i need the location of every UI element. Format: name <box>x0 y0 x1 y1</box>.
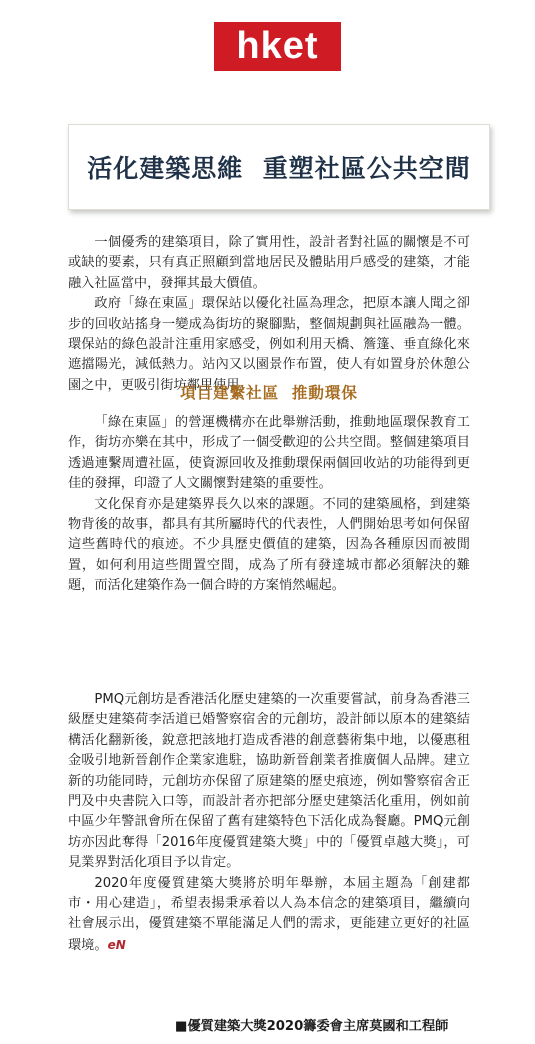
article-title: 活化建築思維 重塑社區公共空間 <box>87 154 471 183</box>
article-section-1 <box>68 233 470 396</box>
end-mark: eN <box>107 937 126 952</box>
title-box <box>68 124 490 210</box>
article-section-2 <box>68 413 470 597</box>
author-byline: ■優質建築大獎2020籌委會主席莫國和工程師 <box>175 1019 449 1034</box>
hket-logo: hket <box>214 22 341 71</box>
paragraph: 政府「綠在東區」環保站以優化社區為理念，把原本讓人聞之卻步的回收站搖身一變成為街坊的聚腳點，整個規劃與社區融為一體。環保站的綠色設計注重用家感受，例如利用天橋、簷篷、垂直綠化來遮擋陽光，減低熱力。站內又以園景作布置，使人有如置身於休憩公園之中，更吸引街坊鄰里使用。 <box>68 296 470 393</box>
paragraph: PMQ元創坊是香港活化歷史建築的一次重要嘗試，前身為香港三級歷史建築荷李活道已婚警察宿舍的元創坊，設計師以原本的建築結構活化翻新後，銳意把該地打造成香港的創意藝術集中地，以優惠租金吸引地新晉創作企業家進駐，協助新晉創業者推廣個人品牌。建立新的功能同時，元創坊亦保留了原建築的歷史痕迹，例如警察宿舍正門及中央書院入口等，而設計者亦把部分歷史建築活化重用，例如前中區少年警訊會所在保留了舊有建築特色下活化成為餐廳。PMQ元創坊亦因此奪得「2016年度優質建築大獎」中的「優質卓越大獎」，可見業界對活化項目予以肯定。 <box>68 692 470 871</box>
paragraph <box>68 874 470 957</box>
paragraph-text: 2020年度優質建築大獎將於明年舉辦，本屆主題為「創建都市・用心建造」，希望表揚秉承着以人為本信念的建築項目，繼續向社會展示出，優質建築不單能滿足人們的需求，更能建立更好的社區環境。 <box>68 875 470 953</box>
section-subheading: 項目建繫社區 推動環保 <box>180 384 358 402</box>
paragraph: 文化保育亦是建築界長久以來的課題。不同的建築風格，到建築物背後的故事，都具有其所屬時代的代表性，人們開始思考如何保留這些舊時代的痕迹。不少具歷史價值的建築，因為各種原因而被閒置，如何利用這些閒置空間，成為了所有發達城市都必須解決的難題，而活化建築作為一個合時的方案悄然崛起。 <box>68 496 470 594</box>
paragraph: 一個優秀的建築項目，除了實用性，設計者對社區的關懷是不可或缺的要素，只有真正照顧到當地居民及體貼用戶感受的建築，才能融入社區當中，發揮其最大價值。 <box>68 235 470 291</box>
paragraph: 「綠在東區」的營運機構亦在此舉辦活動，推動地區環保教育工作，街坊亦樂在其中，形成了一個受歡迎的公共空間。整個建築項目透過連繫周遭社區，使資源回收及推動環保兩個回收站的功能得到更佳的發揮，印證了人文關懷對建築的重要性。 <box>68 415 470 492</box>
article-section-3 <box>68 690 470 956</box>
